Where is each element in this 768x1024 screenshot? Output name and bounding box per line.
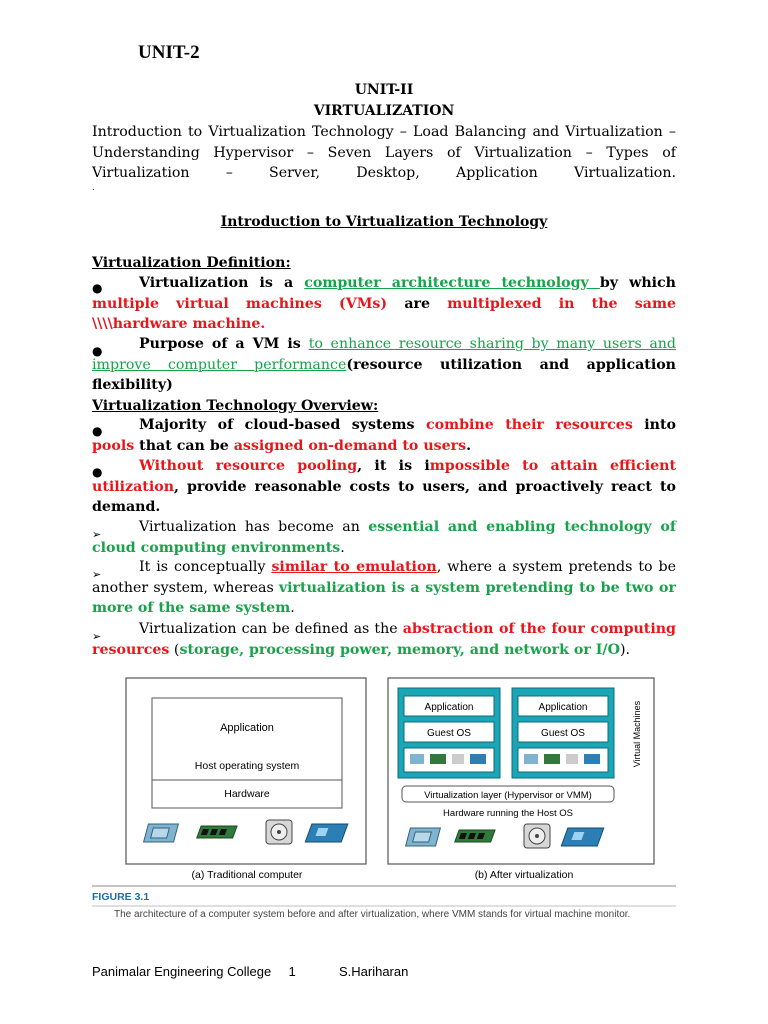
stray-dot: .: [92, 183, 95, 192]
vm2-guest-os-label: Guest OS: [541, 728, 585, 739]
bullet-icon: ●: [92, 424, 103, 438]
cpu-icon: [144, 824, 179, 842]
host-os-label: Host operating system: [194, 760, 300, 772]
left-caption: (a) Traditional computer: [191, 869, 303, 881]
bullet-icon: ●: [92, 465, 103, 479]
disk-icon: [524, 824, 550, 848]
right-caption: (b) After virtualization: [474, 869, 574, 881]
vm2-app-label: Application: [538, 702, 588, 713]
topic-title: VIRTUALIZATION: [313, 103, 455, 119]
memory-icon: [197, 826, 237, 838]
syllabus: Introduction to Virtualization Technology – Load Balancing and Virtualization – Understanding Hypervisor – Seven Layers of Virtualization – Types of Virtualization – Server, Desktop, Application Virtualization.: [92, 124, 676, 181]
arrow-bullet-icon: ➢: [92, 568, 102, 581]
cpu-icon: [406, 828, 441, 846]
network-card-icon: [561, 828, 604, 846]
unit-title: UNIT-II: [354, 82, 414, 98]
overview-para-3: Virtualization has become an essential and enabling technology of cloud computing environments.: [92, 519, 676, 556]
disk-icon: [266, 820, 292, 844]
definition-para-2: Purpose of a VM is to enhance resource sharing by many users and improve computer performance(resource utilization and application flexibility): [92, 336, 676, 393]
footer: [92, 964, 408, 979]
section-heading: Introduction to Virtualization Technology: [220, 214, 548, 230]
host-hardware-label: Hardware running the Host OS: [443, 808, 573, 819]
vmm-label: Virtualization layer (Hypervisor or VMM): [424, 790, 592, 801]
arrow-bullet-icon: ➢: [92, 528, 102, 541]
app-label: Application: [220, 722, 274, 734]
footer-page: 1: [288, 964, 296, 979]
overview-para-1: Majority of cloud-based systems combine their resources into pools that can be assigned on-demand to users.: [92, 417, 676, 454]
virtual-machines-label: Virtual Machines: [632, 700, 642, 768]
overview-para-4: It is conceptually similar to emulation, where a system pretends to be another system, whereas virtualization is a system pretending to be two or more of the same system.: [92, 559, 677, 616]
vm1-app-label: Application: [424, 702, 474, 713]
overview-heading: Virtualization Technology Overview:: [92, 398, 379, 414]
figure-number: FIGURE 3.1: [92, 891, 150, 903]
definition-para-1: Virtualization is a computer architecture technology by which multiple virtual machines (VMs) are multiplexed in the same \\\\hardware machine.: [92, 275, 676, 332]
bullet-icon: ●: [92, 281, 103, 295]
figure-caption: The architecture of a computer system before and after virtualization, where VMM stands for virtual machine monitor.: [114, 909, 631, 920]
vm1-guest-os-label: Guest OS: [427, 728, 471, 739]
arrow-bullet-icon: ➢: [92, 630, 102, 643]
memory-icon: [455, 830, 495, 842]
virtualization-figure: [92, 668, 676, 948]
footer-author: S.Hariharan: [338, 964, 409, 979]
hardware-label: Hardware: [224, 788, 270, 800]
overview-para-2: Without resource pooling, it is impossible to attain efficient utilization, provide reasonable costs to users, and proactively react to demand.: [92, 458, 676, 515]
footer-college: Panimalar Engineering College: [92, 964, 272, 979]
unit-label: UNIT-2: [138, 42, 200, 63]
overview-para-5: Virtualization can be defined as the abstraction of the four computing resources (storage, processing power, memory, and network or I/O).: [92, 621, 676, 658]
definition-heading: Virtualization Definition:: [92, 255, 291, 271]
bullet-icon: ●: [92, 344, 103, 358]
network-card-icon: [305, 824, 348, 842]
